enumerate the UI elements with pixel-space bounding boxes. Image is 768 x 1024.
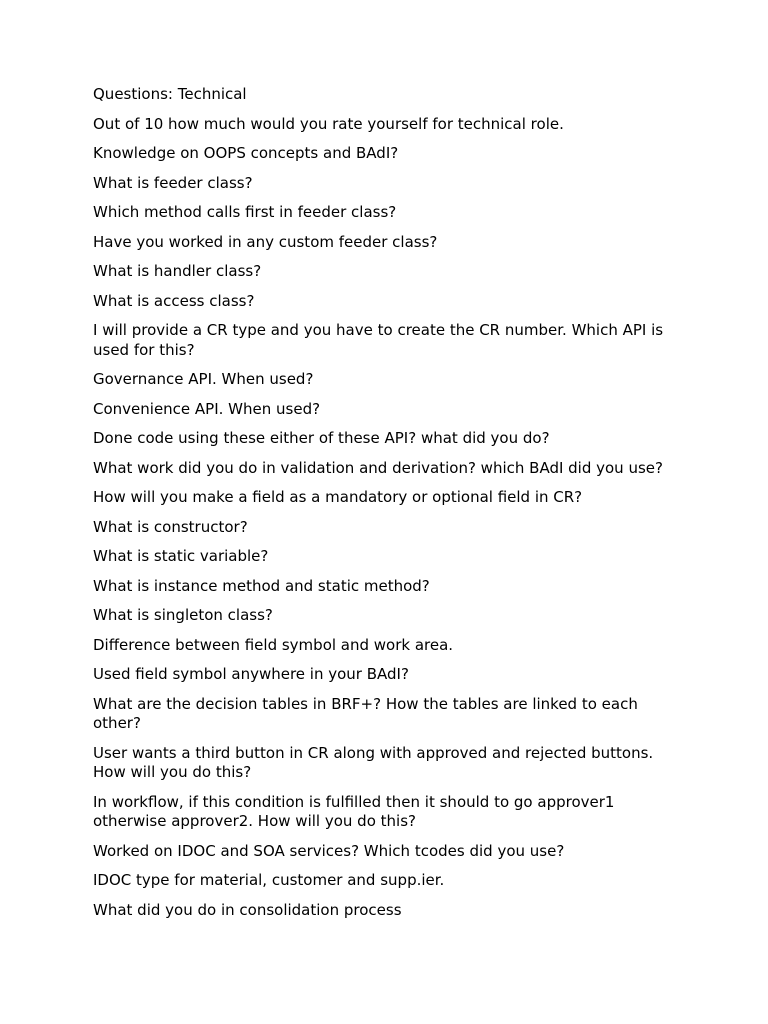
question-item: In workflow, if this condition is fulfilled then it should to go approver1 otherwise approver2. How will you do this? [93,792,615,830]
question-item: What is constructor? [93,517,248,536]
question-item: Knowledge on OOPS concepts and BAdI? [93,144,399,162]
question-item: Difference between field symbol and work area. [93,635,454,654]
question-item: Which method calls first in feeder class? [93,203,397,221]
document-page [93,85,683,930]
question-item: Out of 10 how much would you rate yourself for technical role. [93,114,564,133]
question-item: What is instance method and static method? [93,576,430,595]
question-item: Used field symbol anywhere in your BAdI? [93,665,409,683]
question-item: IDOC type for material, customer and supp.ier. [93,871,445,889]
question-item: What is access class? [93,291,255,310]
question-item: Governance API. When used? [93,370,314,388]
question-item: I will provide a CR type and you have to create the CR number. Which API is used for this? [93,321,664,359]
question-item: What is singleton class? [93,606,273,624]
question-item: What is static variable? [93,547,269,565]
question-item: What is handler class? [93,262,262,280]
question-item: Done code using these either of these API? what did you do? [93,429,550,447]
question-item: User wants a third button in CR along with approved and rejected buttons. How will you do this? [93,743,654,781]
question-item: How will you make a field as a mandatory or optional field in CR? [93,488,583,506]
question-item: Convenience API. When used? [93,399,321,418]
question-item: What is feeder class? [93,173,253,192]
question-item: What are the decision tables in BRF+? How the tables are linked to each other? [93,694,638,732]
question-item: Have you worked in any custom feeder class? [93,232,438,251]
question-item: Worked on IDOC and SOA services? Which tcodes did you use? [93,841,565,860]
question-item: What work did you do in validation and derivation? which BAdI did you use? [93,458,663,477]
question-item: What did you do in consolidation process [93,900,402,919]
document-heading: Questions: Technical [93,85,247,103]
